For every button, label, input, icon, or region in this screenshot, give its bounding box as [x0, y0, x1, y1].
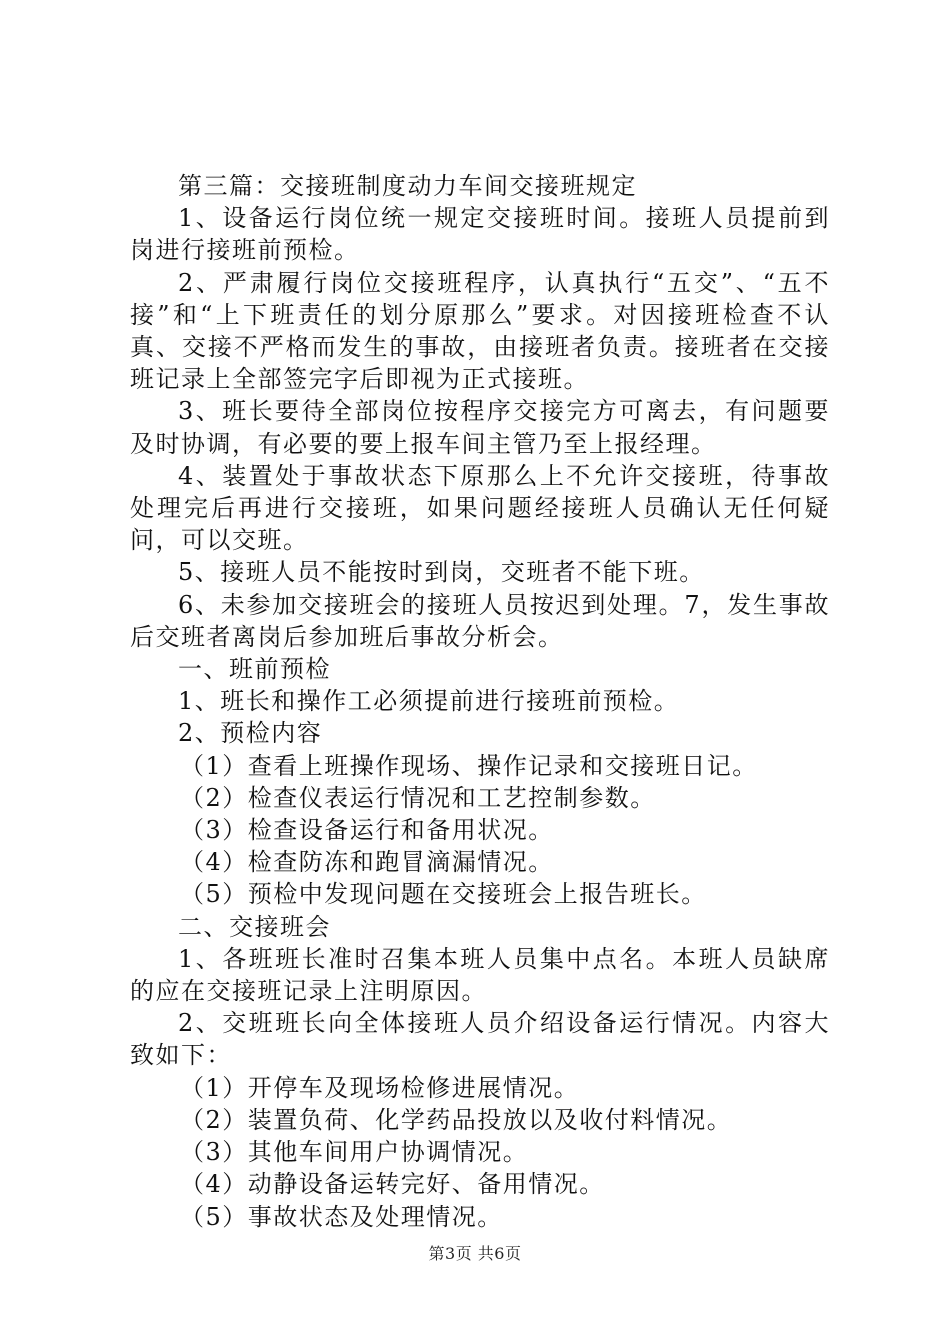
paragraph: 2、严肃履行岗位交接班程序，认真执行“五交”、“五不接”和“上下班责任的划分原那么”要求。对因接班检查不认真、交接不严格而发生的事故，由接班者负责。接班者在交接班记录上全部签完字后即视为正式接班。 [130, 268, 830, 394]
paragraph: 5、接班人员不能按时到岗，交班者不能下班。 [178, 558, 705, 587]
list-item: （3）其他车间用户协调情况。 [180, 1138, 529, 1167]
subsection-heading: 二、交接班会 [178, 912, 331, 941]
list-item: （2）检查仪表运行情况和工艺控制参数。 [180, 783, 656, 812]
page-footer: 第3页 共6页 [428, 1244, 522, 1263]
list-item: （1）开停车及现场检修进展情况。 [180, 1073, 580, 1102]
section-title: 第三篇：交接班制度动力车间交接班规定 [178, 172, 637, 200]
list-item: （2）装置负荷、化学药品投放以及收付料情况。 [180, 1105, 733, 1134]
list-item: （3）检查设备运行和备用状况。 [180, 816, 554, 845]
paragraph: 2、预检内容 [178, 719, 323, 748]
paragraph: 1、设备运行岗位统一规定交接班时间。接班人员提前到岗进行接班前预检。 [130, 204, 830, 265]
list-item: （5）事故状态及处理情况。 [180, 1202, 503, 1231]
list-item: （4）检查防冻和跑冒滴漏情况。 [180, 848, 554, 877]
list-item: （5）预检中发现问题在交接班会上报告班长。 [180, 880, 707, 909]
paragraph: 4、装置处于事故状态下原那么上不允许交接班，待事故处理完后再进行交接班，如果问题经接班人员确认无任何疑问，可以交班。 [130, 461, 830, 555]
paragraph: 1、班长和操作工必须提前进行接班前预检。 [178, 687, 680, 716]
paragraph: 2、交班班长向全体接班人员介绍设备运行情况。内容大致如下： [130, 1009, 830, 1070]
document-body [130, 170, 830, 1233]
paragraph: 1、各班班长准时召集本班人员集中点名。本班人员缺席的应在交接班记录上注明原因。 [130, 944, 830, 1006]
paragraph: 6、未参加交接班会的接班人员按迟到处理。7，发生事故后交班者离岗后参加班后事故分析会。 [130, 590, 830, 651]
subsection-heading: 一、班前预检 [178, 655, 331, 684]
paragraph: 3、班长要待全部岗位按程序交接完方可离去，有问题要及时协调，有必要的要上报车间主管乃至上报经理。 [130, 397, 830, 458]
list-item: （4）动静设备运转完好、备用情况。 [180, 1170, 605, 1199]
list-item: （1）查看上班操作现场、操作记录和交接班日记。 [180, 751, 758, 780]
